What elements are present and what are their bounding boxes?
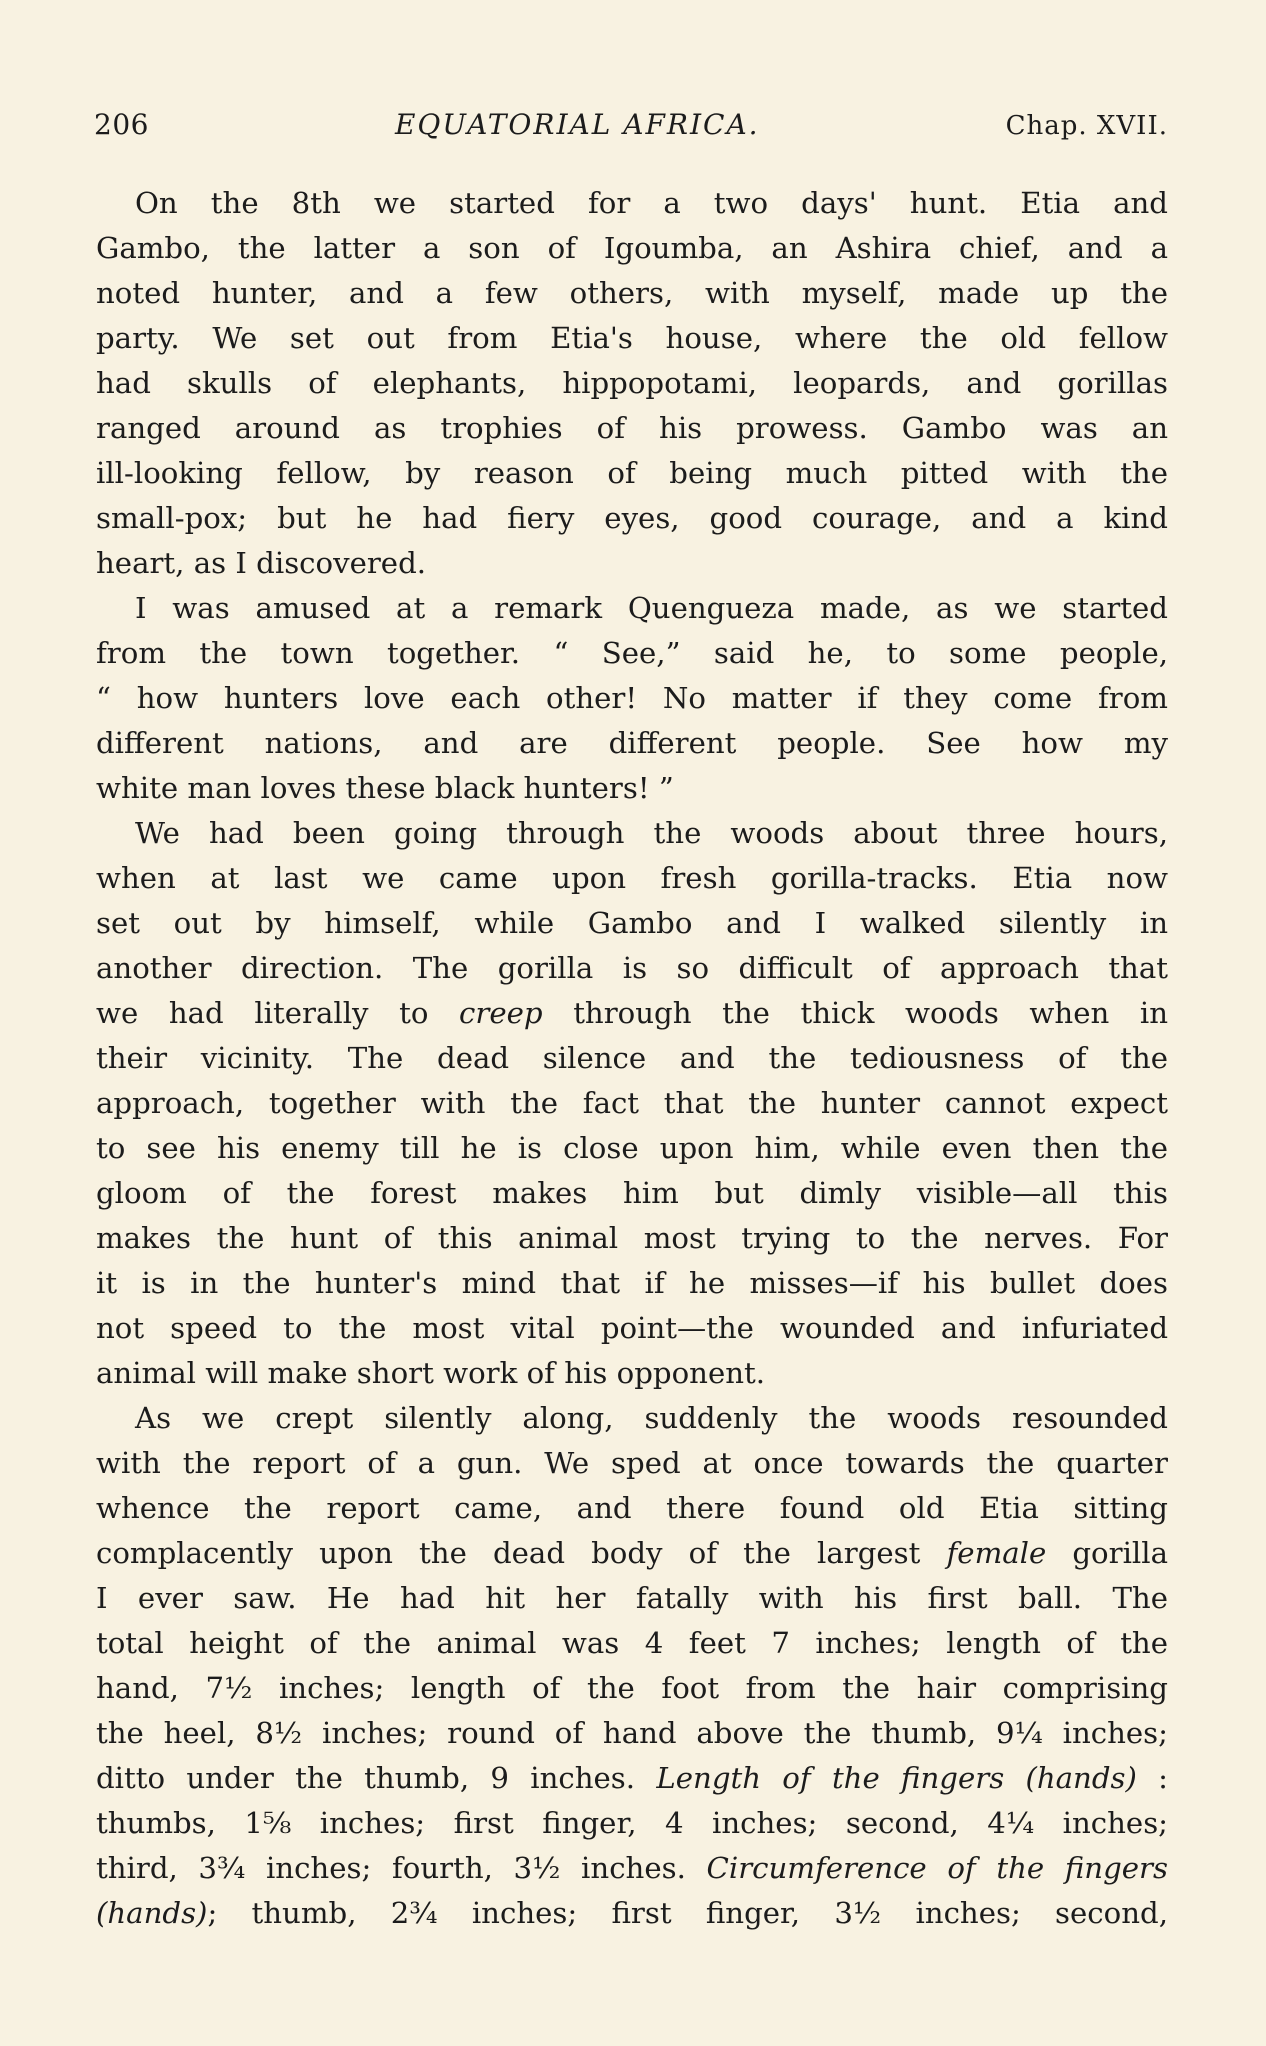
- text-line: hand, 7½ inches; length of the foot from the hair comprising: [96, 1671, 1168, 1705]
- text-line: not speed to the most vital point—the wounded and infuriated: [96, 1311, 1168, 1345]
- text-line: party. We set out from Etia's house, where the old fellow: [96, 321, 1168, 355]
- italic-phrase: Length of the fingers (hands): [656, 1761, 1137, 1795]
- text-segment: third, 3¾ inches; fourth, 3½ inches.: [96, 1851, 686, 1885]
- text-line: to see his enemy till he is close upon him, while even then the: [96, 1131, 1168, 1165]
- text-segment: gorilla: [1072, 1536, 1168, 1570]
- body-text: [96, 181, 1168, 1936]
- text-segment: ; thumb, 2¾ inches; first finger, 3½ inches; second,: [207, 1896, 1168, 1930]
- text-line: their vicinity. The dead silence and the tediousness of the: [96, 1041, 1168, 1075]
- chapter-label: Chap. XVII.: [1005, 111, 1168, 141]
- text-line: total height of the animal was 4 feet 7 inches; length of the: [96, 1626, 1168, 1660]
- text-line: Gambo, the latter a son of Igoumba, an Ashira chief, and a: [96, 231, 1168, 265]
- text-line: approach, together with the fact that the hunter cannot expect: [96, 1086, 1168, 1120]
- text-line: [96, 1891, 1168, 1936]
- text-line: As we crept silently along, suddenly the woods resounded: [135, 1401, 1168, 1435]
- text-line: We had been going through the woods about three hours,: [135, 816, 1168, 850]
- text-line: gloom of the forest makes him but dimly visible—all this: [96, 1176, 1168, 1210]
- text-line: I was amused at a remark Quengueza made, as we started: [135, 591, 1168, 625]
- text-line: had skulls of elephants, hippopotami, leopards, and gorillas: [96, 366, 1168, 400]
- text-line: noted hunter, and a few others, with myself, made up the: [96, 276, 1168, 310]
- italic-phrase: Circumference of the fingers: [706, 1851, 1168, 1885]
- text-line: On the 8th we started for a two days' hunt. Etia and: [135, 186, 1168, 220]
- text-line: different nations, and are different people. See how my: [96, 726, 1168, 760]
- text-line: when at last we came upon fresh gorilla-tracks. Etia now: [96, 861, 1168, 895]
- text-segment: through the thick woods when in: [573, 996, 1168, 1030]
- text-line: it is in the hunter's mind that if he misses—if his bullet does: [96, 1266, 1168, 1300]
- text-segment: complacently upon the dead body of the largest: [96, 1536, 921, 1570]
- running-title: EQUATORIAL AFRICA.: [394, 108, 760, 141]
- text-line: white man loves these black hunters! ”: [96, 771, 674, 805]
- text-line: [96, 1531, 1168, 1576]
- text-line: from the town together. “ See,” said he, to some people,: [96, 636, 1168, 670]
- text-segment: :: [1158, 1761, 1169, 1795]
- text-line: ill-looking fellow, by reason of being much pitted with the: [96, 456, 1168, 490]
- text-line: animal will make short work of his opponent.: [96, 1356, 766, 1390]
- text-line: another direction. The gorilla is so difficult of approach that: [96, 951, 1168, 985]
- running-header: [94, 108, 1168, 152]
- italic-word: creep: [459, 996, 543, 1030]
- text-line: ranged around as trophies of his prowess. Gambo was an: [96, 411, 1168, 445]
- text-line: makes the hunt of this animal most trying to the nerves. For: [96, 1221, 1168, 1255]
- italic-word: female: [946, 1536, 1047, 1570]
- text-line: [96, 991, 1168, 1036]
- text-line: [96, 1846, 1168, 1891]
- text-line: small-pox; but he had fiery eyes, good courage, and a kind: [96, 501, 1168, 535]
- text-line: set out by himself, while Gambo and I walked silently in: [96, 906, 1168, 940]
- text-line: with the report of a gun. We sped at once towards the quarter: [96, 1446, 1168, 1480]
- text-line: whence the report came, and there found old Etia sitting: [96, 1491, 1168, 1525]
- text-segment: ditto under the thumb, 9 inches.: [96, 1761, 636, 1795]
- text-segment: we had literally to: [96, 996, 429, 1030]
- text-line: the heel, 8½ inches; round of hand above the thumb, 9¼ inches;: [96, 1716, 1168, 1750]
- text-line: “ how hunters love each other! No matter if they come from: [96, 681, 1168, 715]
- text-line: heart, as I discovered.: [96, 546, 427, 580]
- text-line: [96, 1756, 1168, 1801]
- text-line: I ever saw. He had hit her fatally with his first ball. The: [96, 1581, 1168, 1615]
- text-line: thumbs, 1⅝ inches; first finger, 4 inches; second, 4¼ inches;: [96, 1806, 1168, 1840]
- page-number: 206: [94, 108, 149, 141]
- italic-phrase: (hands): [96, 1896, 208, 1930]
